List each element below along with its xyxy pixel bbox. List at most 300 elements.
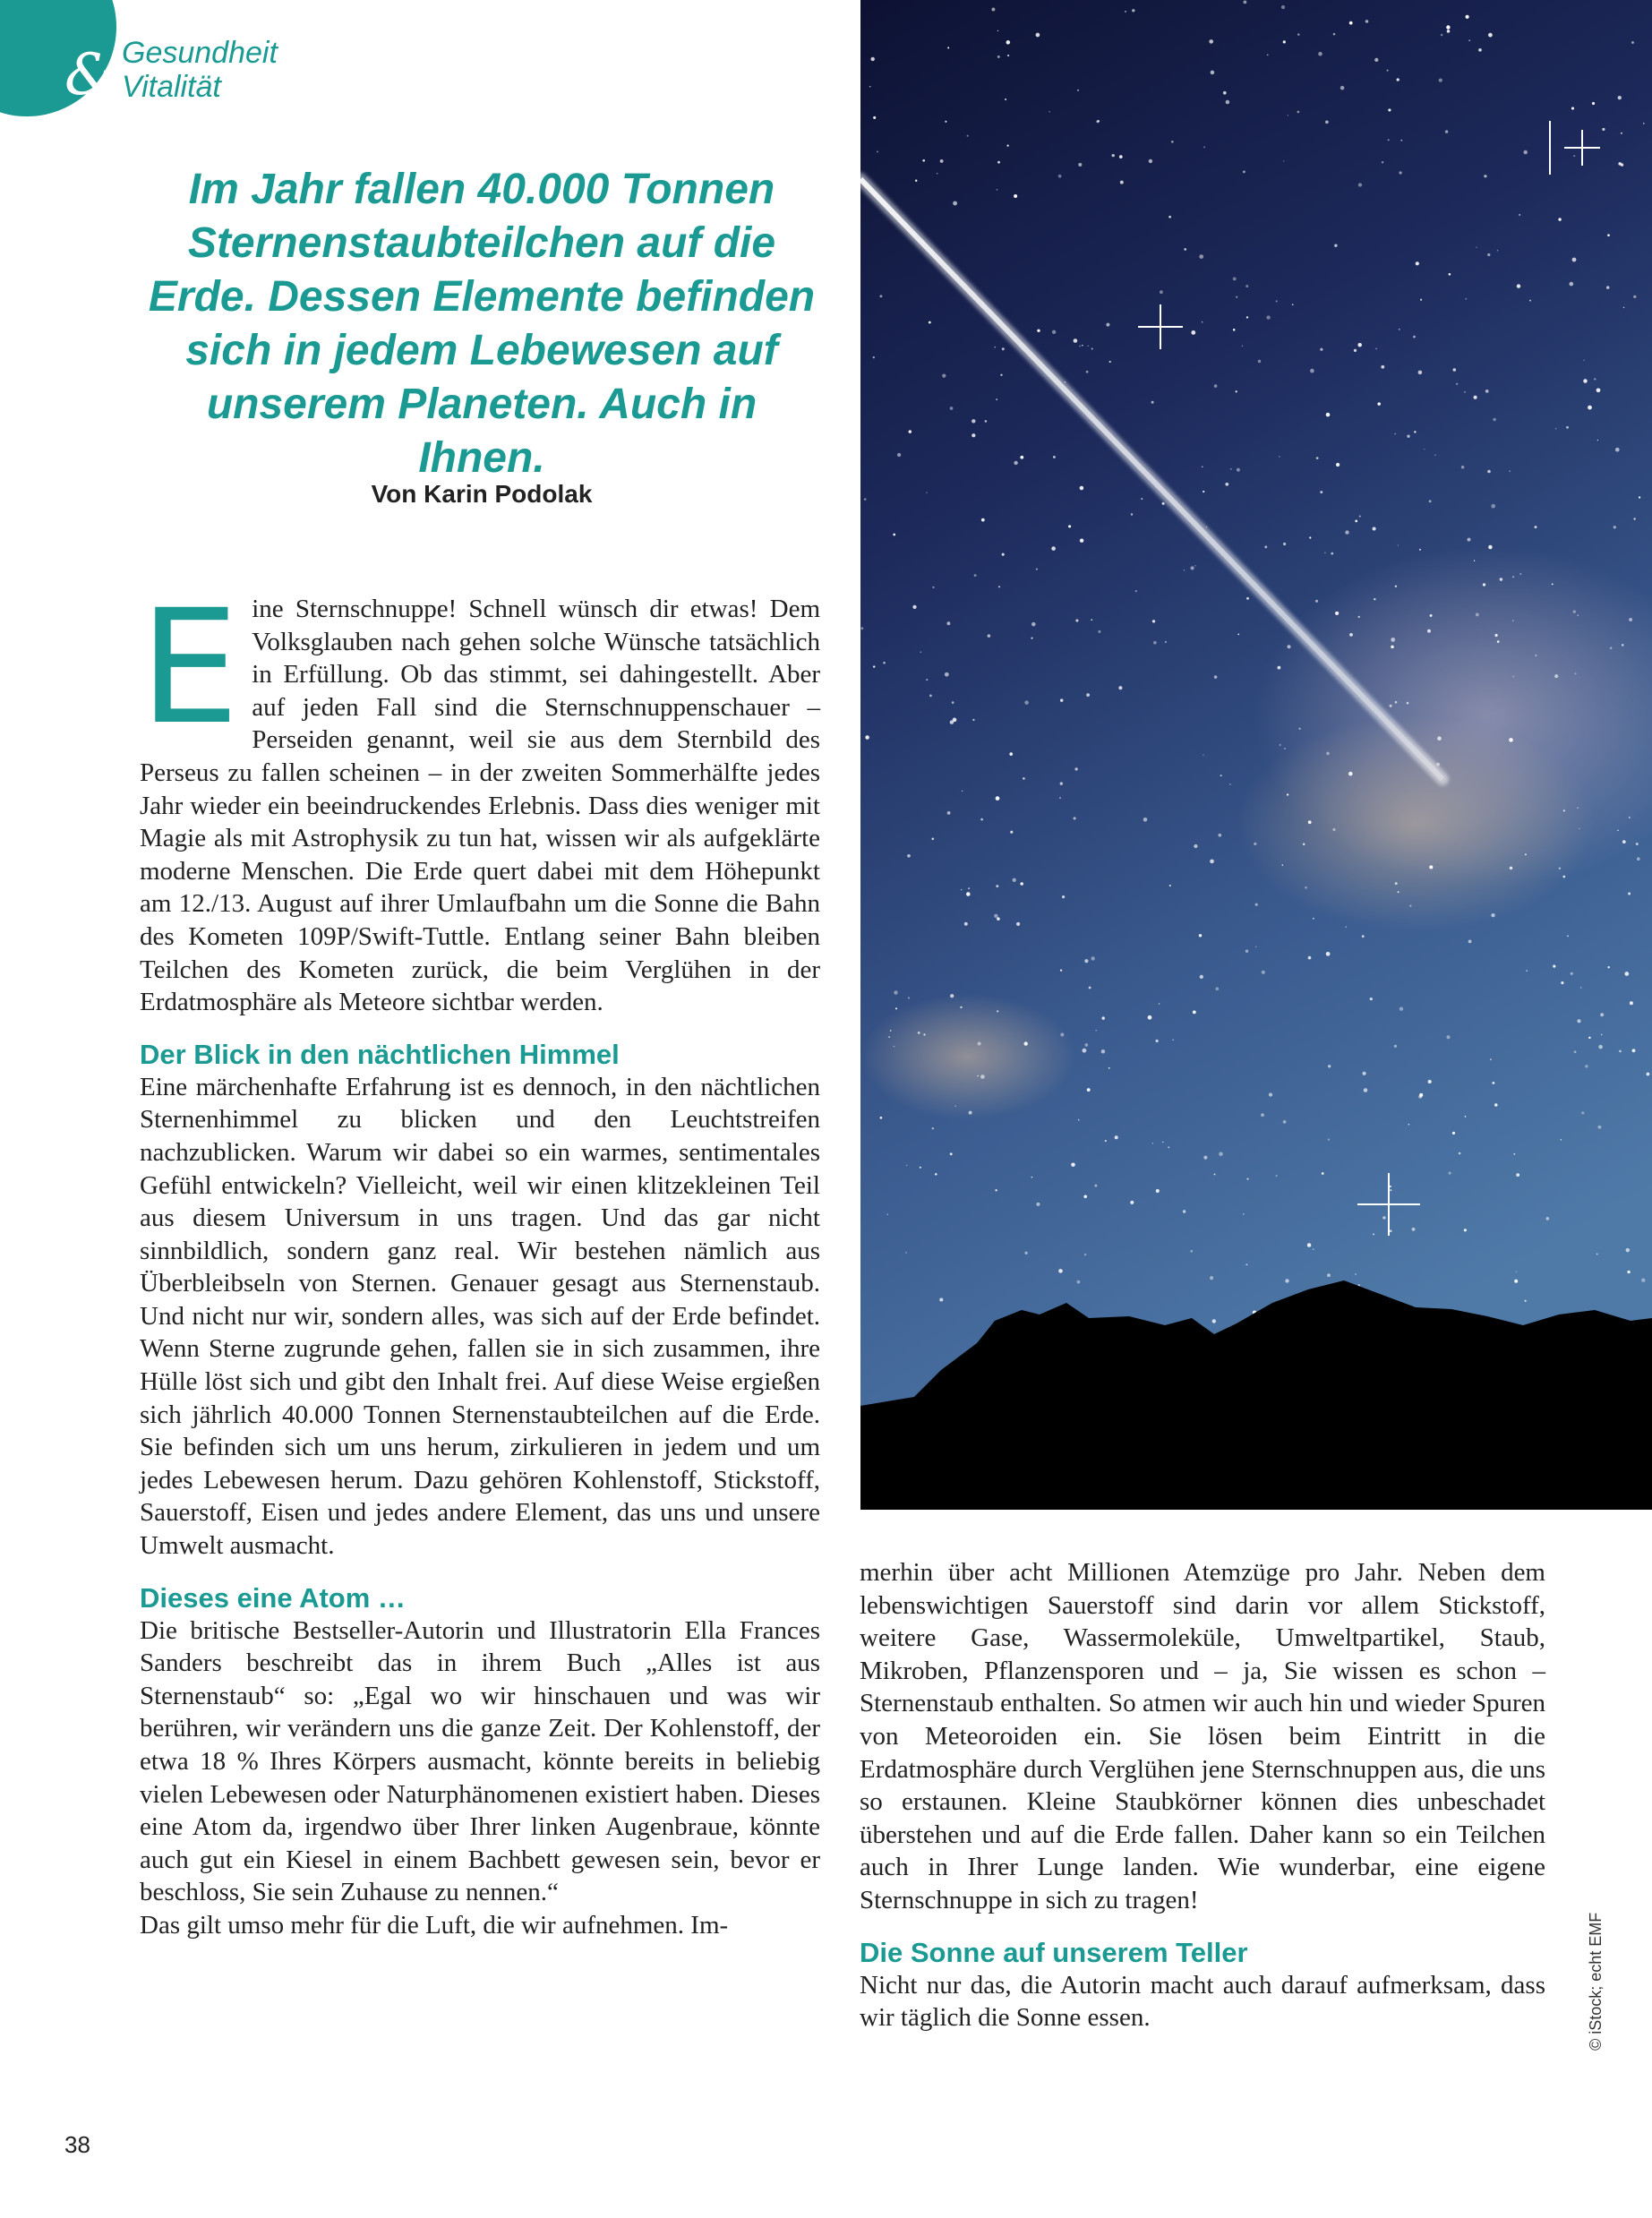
star [920,651,921,652]
star [1210,1276,1213,1280]
star [1327,1273,1331,1277]
star [1013,878,1016,882]
star [1132,9,1134,12]
star [1297,111,1300,114]
star [950,994,954,998]
star [1468,940,1472,944]
star [1020,456,1023,459]
star [1068,525,1071,527]
star [1091,348,1093,350]
star [1243,1213,1244,1214]
star [894,1046,895,1048]
star [1382,1216,1385,1219]
star [968,887,970,889]
star [1580,987,1581,988]
star [1574,1050,1577,1053]
star [1245,950,1248,953]
star [1115,1135,1118,1139]
star [1627,1271,1630,1273]
star [1305,886,1307,889]
star [1615,448,1620,452]
star [1596,388,1601,392]
star [1529,300,1531,302]
star [1108,1067,1110,1069]
star [1336,463,1340,467]
star [1375,348,1377,350]
star [1141,498,1143,500]
star [1060,698,1064,702]
star [950,1152,953,1155]
star [1488,33,1493,38]
star [1420,299,1422,301]
star [1598,1045,1603,1049]
star [1633,518,1635,519]
star [1233,277,1237,280]
star [877,150,878,152]
star [1439,79,1442,82]
star [918,1032,920,1034]
star [1424,449,1425,450]
star [1153,641,1157,645]
star [1474,396,1477,399]
star [1514,1280,1518,1283]
star [942,373,946,377]
star [1237,634,1239,636]
section-label-line1: Gesundheit [122,36,278,70]
star [1464,391,1466,393]
star [1219,1152,1223,1157]
star [1602,128,1605,131]
star [1036,569,1038,570]
star [1334,244,1337,247]
star [1399,171,1401,174]
star [1639,496,1640,498]
star [1236,390,1237,392]
star [1597,1126,1601,1129]
star [1096,120,1099,123]
star [1512,676,1514,678]
star [1493,418,1495,421]
star [972,719,974,721]
star [996,796,1000,801]
star [1519,214,1520,216]
star [912,605,916,609]
star [1572,258,1577,262]
subheading-sun: Die Sonne auf unserem Teller [860,1936,1248,1968]
star [1053,456,1056,458]
star [1007,145,1009,147]
star [865,735,869,739]
article-paragraph: Das gilt umso mehr für die Luft, die wir aufnehmen. Im- [140,1910,729,1940]
star [1058,175,1062,178]
star [1391,646,1394,649]
star [1618,96,1622,99]
star [1555,428,1557,430]
star [1281,5,1285,9]
star [939,1297,943,1301]
star [1468,39,1470,41]
star [1622,644,1624,647]
star [1552,584,1554,586]
star [1262,971,1265,974]
star [1641,1278,1646,1282]
star [915,180,917,182]
star [1024,700,1029,705]
star [873,665,875,667]
star [1419,1093,1423,1097]
star [1258,360,1261,363]
page-number: 38 [64,2131,90,2158]
article-paragraph: merhin über acht Millionen Atemzüge pro Jahr. Neben dem lebenswichtigen Sauerstoff sind darin vor allem Stickstoff, weitere Gase, Wassermoleküle, Umweltpartikel, Staub, Mikroben, Pflanzensporen und – ja, Sie wissen es schon – Sternenstaub enthalten. So atmen wir auch hin und wieder Spuren von Meteoroiden ein. Sie lösen beim Eintritt in die Erdatmosphäre durch Verglühen jene Sternschnuppen aus, die uns so erstaunen. Kleine Staubkörner können dies unbeschadet überstehen und auf die Erde fallen. Daher kann so ein Teilchen auch in Ihrer Lunge landen. Wie wunderbar, eine eigene Sternschnuppe in sich zu tragen! [860,1558,1545,1914]
star [1632,1049,1636,1052]
star [1466,15,1469,19]
star [1545,1217,1549,1220]
star [1326,952,1331,956]
star [1437,736,1442,741]
star [1388,139,1390,141]
star [1310,369,1314,373]
article-paragraph: Eine märchenhafte Erfahrung ist es dennoch, in den nächtlichen Sternenhimmel zu blicken und den Leuchtstreifen nachzublicken. Warum wir dabei so ein warmes, sentimentales Gefühl entwickeln? Vielleicht, weil wir einen klitzekleinen Teil aus diesem Universum in uns tragen. Und das gar nicht sinnbildlich, sondern ganz real. Wir bestehen nämlich aus Überbleibseln von Sternen. Genauer gesagt aus Sternenstaub. Und nicht nur wir, sondern alles, was sich auf der Erde befindet. Wenn Sterne zugrunde gehen, fallen sie in sich zusammen, ihre Hülle löst sich und gibt den Inhalt frei. Auf diese Weise ergießen sich jährlich 40.000 Tonnen Sternenstaubteilchen auf die Erde. Sie befinden sich um uns herum, zirkulieren in jedem und um jedes Lebewesen herum. Dazu gehören Kohlenstoff, Stickstoff, Sauerstoff, Eisen und jedes andere Element, das uns und unsere Umwelt ausmacht. [140,1072,820,1561]
star [1308,820,1312,824]
star [1010,831,1013,834]
star [1080,486,1084,491]
star [1558,218,1561,220]
star [1266,315,1270,319]
star [1060,782,1063,784]
star [1430,614,1433,617]
star [950,720,954,724]
star [1215,987,1219,990]
star [1427,629,1431,633]
star [1051,546,1056,551]
star [1434,454,1436,456]
star [870,57,874,61]
star [1535,526,1537,528]
star [883,662,886,664]
star [1395,586,1397,587]
star [1613,526,1616,528]
star [1491,913,1494,917]
star [967,135,969,137]
star [922,159,925,162]
star [1395,882,1398,885]
star [1407,702,1409,705]
star [1320,491,1322,493]
star [1098,630,1100,633]
article-paragraph: Die britische Bestseller-Autorin und Illustratorin Ella Frances Sanders beschreibt das in ihrem Buch „Alles ist aus Sternenstaub“ so: „Egal wo wir hinschauen und was wir berühren, wir verändern uns die ganze Zeit. Der Kohlenstoff, der etwa 18 % Ihres Körpers ausmacht, könnte bereits in beliebig vielen Lebewesen oder Naturphänomenen existiert haben. Dieses eine Atom da, irgendwo über Ihrer linken Augenbraue, könnte auch gut ein Kiesel in einem Bachbett gewesen sein, bevor er beschloss, Sie sein Zuhause zu nennen.“ [140,1615,820,1907]
star [1171,141,1174,143]
star [1036,1203,1040,1206]
star [1630,1001,1633,1005]
star [860,627,863,629]
star [1284,748,1286,749]
star [1006,40,1011,45]
star [1313,918,1314,920]
star [961,889,962,890]
star [1363,1072,1366,1075]
star [1094,1185,1097,1187]
star [926,679,928,681]
star [997,161,1000,164]
star [1370,998,1373,1000]
star [1358,183,1362,186]
star [1264,545,1267,548]
star [1328,1065,1331,1067]
star [1581,1111,1584,1114]
star [1037,330,1040,332]
star [972,433,975,437]
star [1355,1273,1357,1275]
star [1633,295,1636,298]
star [1060,1033,1064,1037]
star [1237,468,1240,472]
star [894,990,897,994]
star [1446,25,1450,29]
star [1441,34,1443,37]
star [1007,55,1009,56]
star [1492,1082,1494,1084]
star [1355,520,1357,523]
star [1512,620,1513,621]
star [1322,1172,1324,1175]
star [1394,433,1396,435]
star [1624,972,1629,976]
star [1483,583,1485,586]
star [1084,959,1088,963]
star [1562,876,1565,878]
subheading-night-sky: Der Blick in den nächtlichen Himmel [140,1038,620,1070]
star [1445,130,1448,133]
star [1333,33,1336,36]
star [994,914,997,918]
star [1225,483,1228,486]
star [1303,843,1305,845]
star [1109,361,1111,363]
star [1279,456,1280,457]
star [1220,775,1222,776]
star [1024,1041,1028,1045]
star [1513,1153,1515,1155]
star [1119,155,1123,158]
star [1332,828,1335,831]
star [1578,614,1579,615]
star [1184,248,1186,251]
star [998,586,1000,587]
star [1202,321,1203,323]
star [1328,1138,1330,1140]
star [940,159,944,163]
star [1255,903,1258,906]
star [1200,975,1203,979]
star [1002,553,1005,556]
star [1571,972,1573,975]
star [1211,71,1215,75]
star [895,1007,897,1009]
ampersand-logo: & [64,42,116,108]
star [1190,1250,1193,1253]
star [1387,70,1389,72]
star [1077,1280,1081,1284]
star [1326,413,1331,417]
star [1212,1319,1216,1323]
star [1577,1019,1580,1023]
star [1349,633,1353,637]
star [1412,1228,1416,1231]
star [1628,893,1631,895]
article-column-2 [860,1556,1545,2034]
star [960,1006,962,1008]
star [1464,1229,1467,1231]
star [1074,817,1076,819]
star [946,621,950,625]
star [1283,1120,1287,1124]
star [1631,41,1634,44]
star [1390,1229,1392,1232]
star [873,356,875,358]
star [1535,655,1536,656]
night-sky-photo [860,0,1652,1510]
star [980,1075,985,1079]
star [1623,307,1625,309]
star [1243,170,1245,173]
star [1246,597,1249,600]
star [929,695,932,698]
star [954,1106,956,1108]
star [1298,728,1300,730]
star [966,892,970,895]
cloud-glow [860,994,1075,1119]
star [1413,336,1416,338]
star [1199,934,1202,937]
star [988,634,991,638]
star [1316,457,1319,459]
star [1143,818,1148,822]
star [1118,686,1122,689]
star [1567,935,1569,937]
star [1408,1124,1410,1126]
star [1023,777,1025,780]
star [1233,329,1236,331]
star [1261,1113,1264,1117]
star [1476,247,1477,248]
star [879,295,882,297]
star [1447,30,1451,33]
star [1016,922,1020,926]
star [1362,935,1365,938]
star [1089,987,1091,989]
star [1358,616,1360,618]
star [1246,1178,1248,1180]
star [1517,284,1520,287]
star [1242,346,1243,347]
star [1165,641,1167,643]
star [1036,33,1040,38]
star [952,701,954,704]
star [1162,502,1165,505]
star [1594,378,1596,380]
star [1191,566,1194,569]
star [1395,701,1398,704]
star [1397,78,1399,81]
star [1523,150,1528,155]
photo-credit: © iStock; echt EMF [1587,1912,1605,2051]
star [1130,1201,1134,1204]
star [1325,120,1329,124]
star [1091,619,1092,621]
star [1429,865,1433,869]
section-label-line2: Vitalität [122,70,221,104]
star [1031,1177,1033,1178]
star [1419,549,1421,551]
star [1269,1093,1272,1097]
star [920,1167,921,1169]
star [1125,11,1126,13]
star [1465,298,1467,300]
star [947,47,949,48]
star [1002,347,1005,350]
star [1621,133,1622,134]
star [1191,330,1195,335]
star [1573,610,1576,612]
star [923,1033,925,1035]
star [1169,885,1171,886]
star [1183,1210,1186,1212]
star [1309,536,1311,538]
star [1106,323,1109,327]
star [1561,981,1563,984]
star [1626,1248,1630,1252]
star [969,1111,972,1115]
star [1476,612,1479,616]
article-intro: ine Sternschnuppe! Schnell wünsch dir etwas! Dem Volksglauben nach gehen solche Wünsche tatsächlich in Erfüllung. Ob das stimmt, sei dahingestellt. Aber auf jeden Fall sind die Sternschnuppenschauer – Perseiden genannt, weil sie aus dem Sternbild des Perseus zu fallen scheinen – in der zweiten Sommerhälfte jedes Jahr wieder ein beeindruckendes Erlebnis. Dass dies weniger mit Magie als mit Astrophysik zu tun hat, wissen wir als aufgeklärte moderne Menschen. Die Erde quert dabei mit dem Höhepunkt am 12./13. August auf ihrer Umlaufbahn um die Sonne die Bahn des Kometen 109P/Swift-Tuttle. Entlang seiner Bahn bleiben Teilchen des Kometen zurück, die beim Verglühen in der Erdatmosphäre als Meteore sichtbar werden. [140,595,820,1017]
star [1629,817,1631,818]
star [1354,349,1357,352]
star [1335,612,1339,615]
star [906,1165,907,1166]
star [1622,840,1626,844]
star [1318,52,1322,56]
star [1519,573,1521,575]
article-paragraph: Nicht nur das, die Autorin macht auch darauf aufmerksam, dass wir täglich die Sonne essen. [860,1970,1545,2033]
star [1282,864,1283,865]
star [1583,379,1587,382]
star [1135,590,1137,592]
star [873,116,876,119]
star [932,1127,934,1129]
star [1052,330,1056,334]
star [1510,867,1513,870]
star [1074,338,1078,343]
star [1345,530,1348,534]
star [1607,234,1610,236]
article-column-1 [140,576,820,1942]
star [991,8,995,12]
star [929,321,931,324]
star [909,430,912,432]
star [1487,470,1491,474]
star [1416,261,1419,265]
star [980,818,983,821]
star [1060,969,1062,971]
star [1014,194,1017,198]
star [1525,1300,1527,1302]
star [907,854,911,858]
star [1172,1039,1174,1040]
star [997,1010,998,1012]
star [1246,316,1248,318]
star [985,420,988,423]
star [1194,565,1195,566]
